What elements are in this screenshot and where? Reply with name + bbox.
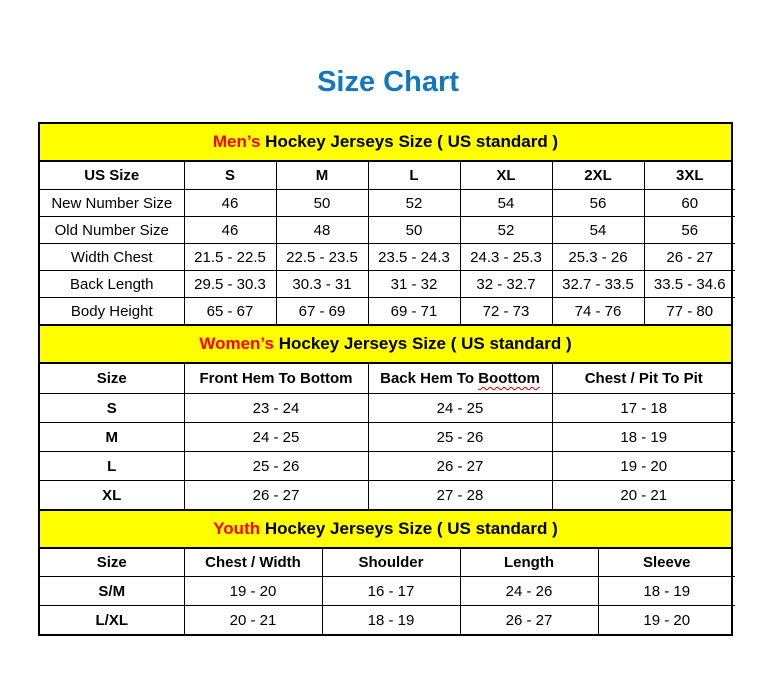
row-label: Body Height [40,298,184,325]
mens-col-header: 3XL [644,162,735,190]
cell: 24 - 26 [460,577,598,606]
table-row [40,606,735,635]
cell: 72 - 73 [460,298,552,325]
cell: 56 [644,217,735,244]
cell: 26 - 27 [184,481,368,510]
cell: 26 - 27 [644,244,735,271]
youth-header-row [40,549,735,577]
page-title: Size Chart [317,66,459,98]
womens-col-header: Size [40,364,184,394]
cell: 69 - 71 [368,298,460,325]
row-label: New Number Size [40,190,184,217]
cell: 20 - 21 [184,606,322,635]
row-label: L/XL [40,606,184,635]
mens-band-text: Hockey Jerseys Size ( US standard ) [265,132,559,151]
youth-band-accent: Youth [213,519,261,538]
mens-col-header: XL [460,162,552,190]
size-chart-table [38,122,733,636]
mens-col-header: M [276,162,368,190]
mens-col-header: 2XL [552,162,644,190]
youth-col-header: Chest / Width [184,549,322,577]
cell: 31 - 32 [368,271,460,298]
youth-band-text: Hockey Jerseys Size ( US standard ) [264,519,558,538]
cell: 18 - 19 [552,423,735,452]
table-row [40,577,735,606]
cell: 33.5 - 34.6 [644,271,735,298]
womens-col-header: Front Hem To Bottom [184,364,368,394]
womens-section-band [40,324,731,364]
cell: 24 - 25 [368,394,552,423]
cell: 23.5 - 24.3 [368,244,460,271]
cell: 54 [552,217,644,244]
cell: 19 - 20 [184,577,322,606]
row-label: Width Chest [40,244,184,271]
cell: 25 - 26 [368,423,552,452]
cell: 56 [552,190,644,217]
cell: 67 - 69 [276,298,368,325]
womens-size-table [40,364,735,509]
cell: 65 - 67 [184,298,276,325]
youth-size-table [40,549,735,634]
mens-col-header: L [368,162,460,190]
mens-band-accent: Men’s [212,132,261,151]
row-label: L [40,452,184,481]
womens-header-row [40,364,735,394]
table-row [40,244,735,271]
table-row [40,271,735,298]
row-label: Old Number Size [40,217,184,244]
cell: 50 [276,190,368,217]
cell: 26 - 27 [460,606,598,635]
cell: 18 - 19 [598,577,735,606]
mens-section-band [40,124,731,162]
cell: 46 [184,190,276,217]
row-label: M [40,423,184,452]
cell: 19 - 20 [598,606,735,635]
table-row [40,217,735,244]
row-label: Back Length [40,271,184,298]
womens-band-text: Hockey Jerseys Size ( US standard ) [278,334,572,353]
row-label: S [40,394,184,423]
back-hem-misspelled-word: Boottom [478,370,540,387]
cell: 18 - 19 [322,606,460,635]
womens-band-accent: Women’s [199,334,274,353]
cell: 54 [460,190,552,217]
table-row [40,452,735,481]
youth-col-header: Size [40,549,184,577]
cell: 20 - 21 [552,481,735,510]
cell: 25.3 - 26 [552,244,644,271]
mens-size-table [40,162,735,324]
cell: 29.5 - 30.3 [184,271,276,298]
cell: 23 - 24 [184,394,368,423]
youth-col-header: Shoulder [322,549,460,577]
cell: 74 - 76 [552,298,644,325]
cell: 77 - 80 [644,298,735,325]
row-label: S/M [40,577,184,606]
cell: 27 - 28 [368,481,552,510]
cell: 46 [184,217,276,244]
cell: 26 - 27 [368,452,552,481]
mens-col-header: S [184,162,276,190]
table-row [40,298,735,325]
cell: 21.5 - 22.5 [184,244,276,271]
cell: 16 - 17 [322,577,460,606]
cell: 60 [644,190,735,217]
youth-section-band [40,509,731,549]
row-label: XL [40,481,184,510]
table-row [40,481,735,510]
cell: 52 [460,217,552,244]
cell: 32 - 32.7 [460,271,552,298]
table-row [40,394,735,423]
cell: 24.3 - 25.3 [460,244,552,271]
cell: 19 - 20 [552,452,735,481]
cell: 22.5 - 23.5 [276,244,368,271]
youth-col-header: Length [460,549,598,577]
mens-col-header: US Size [40,162,184,190]
cell: 50 [368,217,460,244]
cell: 25 - 26 [184,452,368,481]
cell: 48 [276,217,368,244]
mens-header-row [40,162,735,190]
cell: 30.3 - 31 [276,271,368,298]
cell: 52 [368,190,460,217]
cell: 17 - 18 [552,394,735,423]
table-row [40,423,735,452]
cell: 32.7 - 33.5 [552,271,644,298]
cell: 24 - 25 [184,423,368,452]
womens-col-header-back-hem [368,364,552,394]
womens-col-header: Chest / Pit To Pit [552,364,735,394]
back-hem-label-prefix: Back Hem To [380,370,479,387]
table-row [40,190,735,217]
youth-col-header: Sleeve [598,549,735,577]
